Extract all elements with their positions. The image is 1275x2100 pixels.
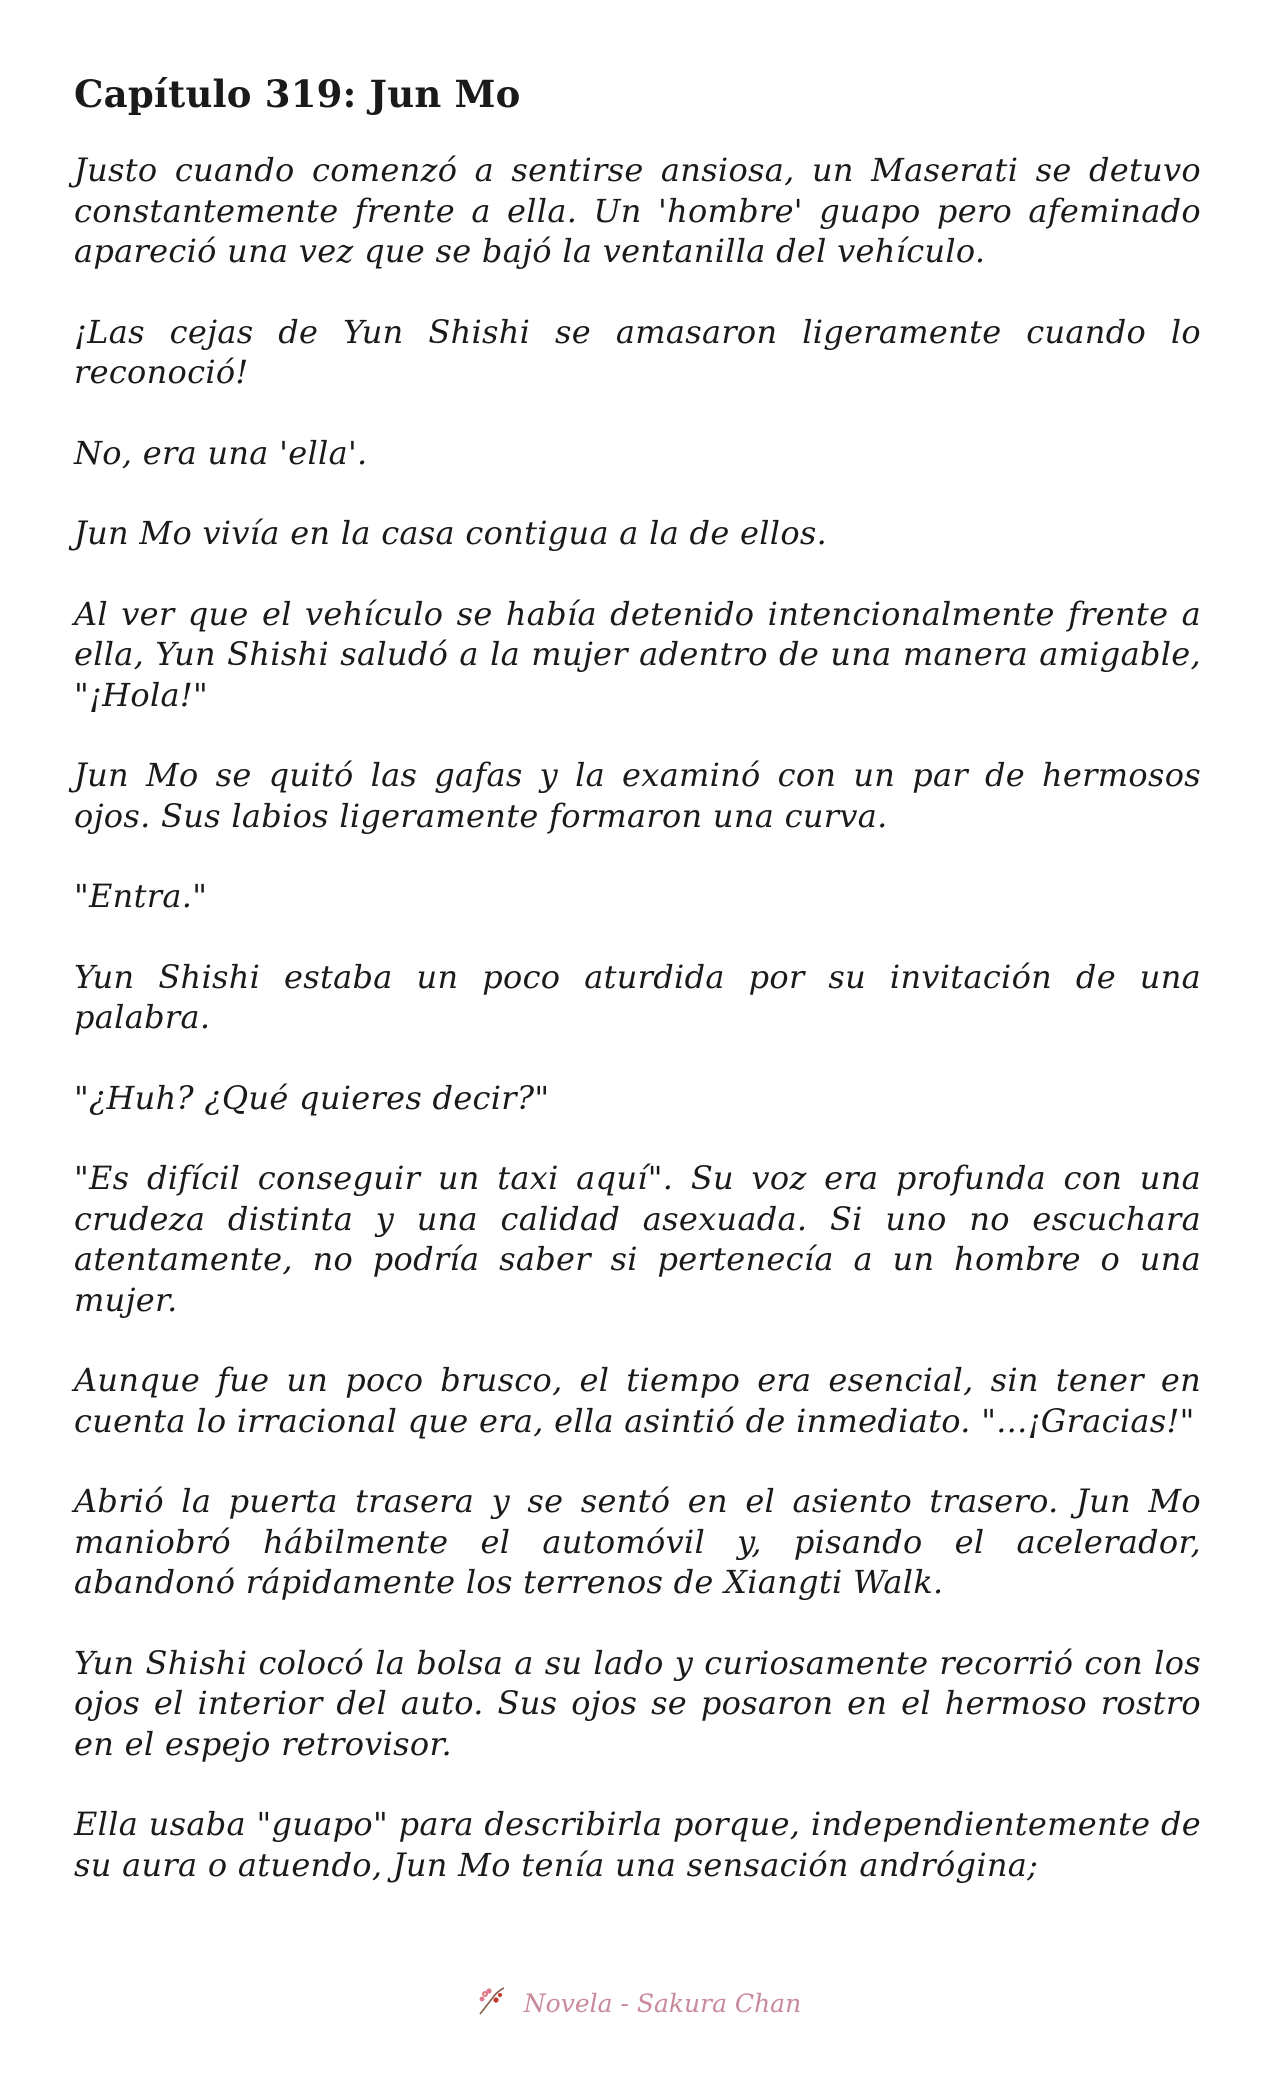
paragraph: Yun Shishi colocó la bolsa a su lado y curiosamente recorrió con los ojos el interior del auto. Sus ojos se posaron en el hermoso rostro en el espejo retrovisor. [74,1643,1201,1763]
paragraph: "¿Huh? ¿Qué quieres decir?" [74,1078,550,1117]
document-page [74,72,1201,1925]
paragraph: "Entra." [74,877,208,915]
paragraph: "Es difícil conseguir un taxi aquí". Su voz era profunda con una crudeza distinta y una calidad asexuada. Si uno no escuchara atentamente, no podría saber si pertenecía a un hombre o una mujer. [74,1159,1201,1319]
paragraph: Justo cuando comenzó a sentirse ansiosa, un Maserati se detuvo constantemente frente a ella. Un 'hombre' guapo pero afeminado apareció una vez que se bajó la ventanilla del vehículo. [74,151,1201,270]
watermark-footer [0,1984,1275,2018]
paragraph: Yun Shishi estaba un poco aturdida por su invitación de una palabra. [74,957,1201,1036]
cherry-blossom-icon [474,1984,508,2018]
paragraph: Abrió la puerta trasera y se sentó en el asiento trasero. Jun Mo maniobró hábilmente el automóvil y, pisando el acelerador, abandonó rápidamente los terrenos de Xiangti Walk. [74,1482,1201,1601]
footer-text: Novela - Sakura Chan [523,1989,802,2018]
chapter-title: Capítulo 319: Jun Mo [74,72,521,116]
paragraph: No, era una 'ella'. [74,433,368,472]
paragraph: Ella usaba "guapo" para describirla porque, independientemente de su aura o atuendo, Jun Mo tenía una sensación andrógina; [74,1805,1201,1884]
paragraph: Al ver que el vehículo se había detenido intencionalmente frente a ella, Yun Shishi saludó a la mujer adentro de una manera amigable, "¡Hola!" [74,594,1201,714]
paragraph: Jun Mo vivía en la casa contigua a la de ellos. [74,514,828,552]
paragraph: ¡Las cejas de Yun Shishi se amasaron ligeramente cuando lo reconoció! [74,312,1201,391]
paragraph: Jun Mo se quitó las gafas y la examinó con un par de hermosos ojos. Sus labios ligeramente formaron una curva. [74,756,1201,835]
chapter-body [74,150,1201,1885]
paragraph: Aunque fue un poco brusco, el tiempo era esencial, sin tener en cuenta lo irracional que era, ella asintió de inmediato. "...¡Gracias!" [74,1361,1201,1440]
